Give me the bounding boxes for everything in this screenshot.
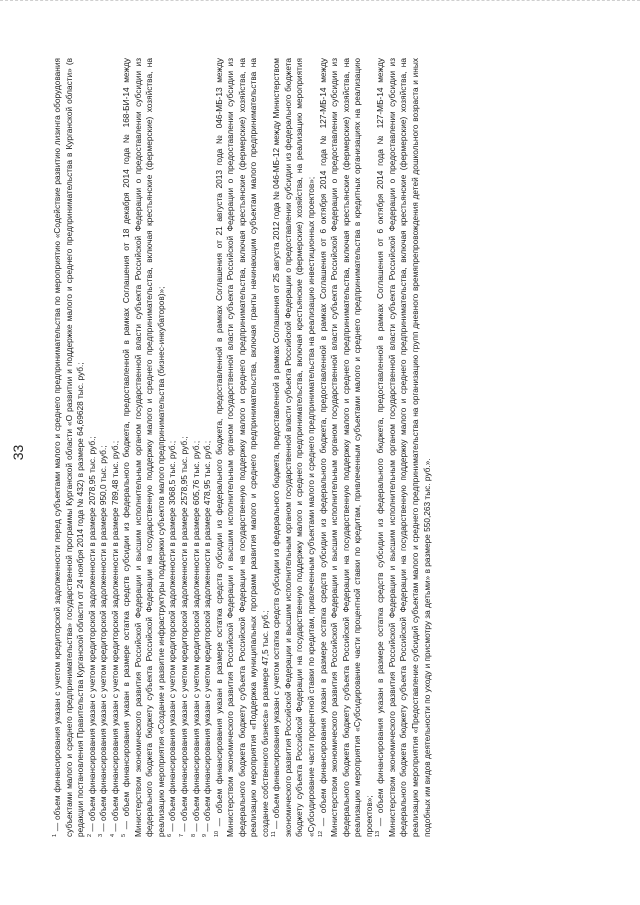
footnote <box>87 58 99 837</box>
footnote <box>214 58 272 837</box>
footnote-marker: 5 <box>121 833 128 837</box>
footnotes-block <box>52 58 433 837</box>
footnote-marker: 11 <box>271 831 278 837</box>
footnote <box>121 58 167 837</box>
footnote <box>318 58 376 837</box>
footnote-marker: 3 <box>98 833 105 837</box>
footnote <box>98 58 110 837</box>
footnote-text: — объем финансирования указан с учетом кредиторской задолженности в размере 2578,95 тыс. руб.; <box>179 436 190 832</box>
footnote-marker: 2 <box>86 833 93 837</box>
footnote-text: — объем финансирования указан с учетом кредиторской задолженности в размере 3068,5 тыс. руб.; <box>167 440 178 832</box>
footnote-text: — объем финансирования указан с учетом кредиторской задолженности в размере 2078,95 тыс. руб.; <box>86 436 97 832</box>
footnote-text: — объем финансирования указан в размере остатка средств субсидии из федерального бюджета, предоставленной в рамках Соглашения от 21 августа 2013 года № 046-МБ-13 между Министерством экономического развития Российской Федерации и высшим исполнительным органом государственной власти субъекта Российской Федерации о предоставлении субсидии из федерального бюджета бюджету субъекта Российской Федерации на государственную поддержку малого и среднего предпринимательства, включая крестьянские (фермерские) хозяйства, на реализацию мероприятия «Поддержка муниципальных программ развития малого и среднего предпринимательства, включая гранты начинающим субъектам малого предпринимательства на создание собственного бизнеса» в размере 47,5 тыс. руб.; <box>213 58 270 837</box>
footnote-text: — объем финансирования указан в размере остатка средств субсидии из федерального бюджета, предоставленной в рамках Соглашения от 6 октября 2014 года № 127-МБ-14 между Министерством экономического развития Российской Федерации и высшим исполнительным органом государственной власти субъекта Российской Федерации о предоставлении субсидии из федерального бюджета бюджету субъекта Российской Федерации на государственную поддержку малого и среднего предпринимательства, включая крестьянские (фермерские) хозяйства, на реализацию мероприятия «Субсидирование части процентной ставки по кредитам, привлеченным субъектами малого и среднего предпринимательства в кредитных организациях на реализацию проектов»; <box>317 58 374 837</box>
footnote-marker: 8 <box>190 833 197 837</box>
footnote <box>167 58 179 837</box>
footnote <box>375 58 433 837</box>
footnote-text: — объем финансирования указан с учетом кредиторской задолженности в размере 478,95 тыс. руб.; <box>202 440 213 832</box>
footnote-text: — объем финансирования указан с учетом кредиторской задолженности в размере 605,76 тыс. руб.; <box>190 440 201 832</box>
footnote-marker: 12 <box>317 830 324 837</box>
page-number: 33 <box>10 444 26 461</box>
footnote <box>191 58 203 837</box>
footnote-marker: 6 <box>167 833 174 837</box>
footnote <box>179 58 191 837</box>
footnote <box>110 58 122 837</box>
footnote-text: — объем финансирования указан с учетом кредиторской задолженности перед субъектами малого и среднего предпринимательства по мероприятию «Содействие развитию лизинга оборудования субъектами малого и среднего предпринимательства» государственной программы Курганской области «О развитии и поддержке малого и среднего предпринимательства в Курганской области» (в редакции постановления Правительства Курганской области от 24 ноября 2014 года № 432) в размере 64,69628 тыс. руб.; <box>52 58 86 837</box>
footnote-marker: 13 <box>375 830 382 837</box>
footnote <box>52 58 87 837</box>
footnote <box>271 58 317 837</box>
footnote-marker: 9 <box>202 833 209 837</box>
footnote-text: — объем финансирования указан с учетом кредиторской задолженности в размере 789,48 тыс. руб.; <box>109 440 120 832</box>
footnote-marker: 1 <box>52 833 59 837</box>
footnote-marker: 4 <box>109 833 116 837</box>
footnote-marker: 7 <box>179 833 186 837</box>
footnote-marker: 10 <box>213 830 220 837</box>
footnote-text: — объем финансирования указан с учетом остатка средств субсидии из федерального бюджета, предоставленной в рамках Соглашения от 25 августа 2012 года № 046-МБ-12 между Министерством экономического развития Российской Федерации и высшим исполнительным органом государственной власти субъекта Российской Федерации о предоставлении субсидии из федерального бюджета бюджету субъекта Российской Федерации на государственную поддержку малого и среднего предпринимательства, включая крестьянские (фермерские) хозяйства, на реализацию мероприятия «Субсидирование части процентной ставки по кредитам, привлеченным субъектами малого и среднего предпринимательства на реализацию инвестиционных проектов»; <box>271 58 317 837</box>
footnote-text: — объем финансирования указан в размере остатка средств субсидии из федерального бюджета, предоставленной в рамках Соглашения от 18 декабря 2014 года № 168-БИ-14 между Министерством экономического развития Российской Федерации и высшим исполнительным органом государственной власти субъекта Российской Федерации о предоставлении субсидии из федерального бюджета бюджету субъекта Российской Федерации на государственную поддержку малого и среднего предпринимательства, включая крестьянские (фермерские) хозяйства, на реализацию мероприятия «Создание и развитие инфраструктуры поддержки субъектов малого предпринимательства (бизнес-инкубаторов)»; <box>121 58 166 837</box>
footnote-text: — объем финансирования указан в размере остатка средств субсидии из федерального бюджета, предоставленной в рамках Соглашения от 6 октября 2014 года № 127-МБ-14 между Министерством экономического развития Российской Федерации и высшим исполнительным органом государственной власти субъекта Российской Федерации о предоставлении субсидии из федерального бюджета бюджету субъекта Российской Федерации на государственную поддержку малого и среднего предпринимательства, включая крестьянские (фермерские) хозяйства, на реализацию мероприятия «Предоставление субсидий субъектам малого и среднего предпринимательства на организацию групп дневного времяпрепровождения детей дошкольного возраста и иных подобных им видов деятельности по уходу и присмотру за детьми» в размере 550,263 тыс. руб.». <box>375 58 432 837</box>
footnote-text: — объем финансирования указан с учетом кредиторской задолженности в размере 950,0 тыс. руб.; <box>98 445 109 832</box>
footnote <box>202 58 214 837</box>
